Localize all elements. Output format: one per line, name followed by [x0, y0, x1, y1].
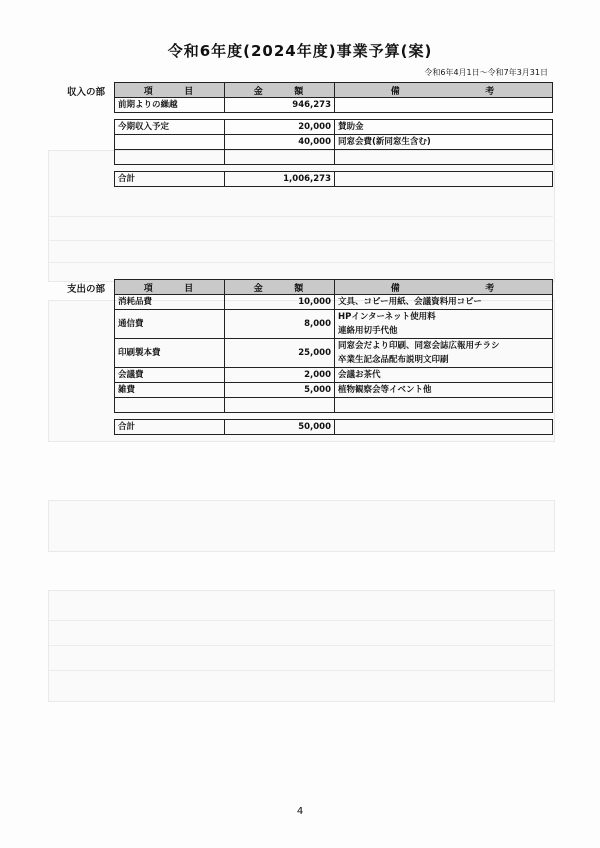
total-note: [335, 172, 553, 187]
note-cell: 会議お茶代: [335, 368, 553, 383]
note-cell: [335, 98, 553, 113]
expense-table: [114, 279, 553, 435]
table-row: [115, 310, 553, 339]
note-cell: 同窓会だより印刷、同窓会誌広報用チラシ 卒業生記念品配布説明文印刷: [335, 339, 553, 368]
bleed-through-ghost-3: [48, 500, 555, 552]
amount-cell: 25,000: [225, 339, 335, 368]
bleed-through-ghost-4: [48, 590, 555, 702]
header-item: 項 目: [115, 83, 225, 98]
header-note: 備 考: [335, 83, 553, 98]
expense-section-label: 支出の部: [67, 284, 106, 295]
income-header-row: [115, 83, 553, 98]
note-cell: 賛助金: [335, 120, 553, 135]
item-cell: 前期よりの繰越: [115, 98, 225, 113]
expense-total-row: [115, 420, 553, 435]
ghost-line: [48, 216, 553, 217]
expense-header-row: [115, 280, 553, 295]
table-row: [115, 120, 553, 135]
total-label: 合計: [115, 172, 225, 187]
table-row: [115, 98, 553, 113]
item-cell: 今期収入予定: [115, 120, 225, 135]
amount-cell: 40,000: [225, 135, 335, 150]
total-label: 合計: [115, 420, 225, 435]
table-row: [115, 150, 553, 165]
spacer-row: [115, 165, 553, 172]
budget-period: 令和6年4月1日～令和7年3月31日: [424, 68, 548, 77]
ghost-line: [48, 645, 553, 646]
ghost-line: [48, 670, 553, 671]
amount-cell: 946,273: [225, 98, 335, 113]
income-table: [114, 82, 553, 187]
amount-cell: [225, 150, 335, 165]
note-cell: 同窓会費(新同窓生含む): [335, 135, 553, 150]
item-cell: 消耗品費: [115, 295, 225, 310]
ghost-line: [48, 240, 553, 241]
item-cell: 印刷製本費: [115, 339, 225, 368]
note-cell: 植物観察会等イベント他: [335, 383, 553, 398]
item-cell: 会議費: [115, 368, 225, 383]
ghost-line: [48, 262, 553, 263]
amount-cell: 5,000: [225, 383, 335, 398]
header-item: 項 目: [115, 280, 225, 295]
ghost-line: [48, 620, 553, 621]
table-row: [115, 135, 553, 150]
spacer-row: [115, 413, 553, 420]
item-cell: [115, 398, 225, 413]
header-amount: 金 額: [225, 280, 335, 295]
item-cell: [115, 135, 225, 150]
table-row: [115, 339, 553, 368]
amount-cell: 10,000: [225, 295, 335, 310]
header-note: 備 考: [335, 280, 553, 295]
header-amount: 金 額: [225, 83, 335, 98]
amount-cell: 8,000: [225, 310, 335, 339]
table-row: [115, 368, 553, 383]
item-cell: 通信費: [115, 310, 225, 339]
note-cell: 文具、コピー用紙、会議資料用コピー: [335, 295, 553, 310]
table-row: [115, 295, 553, 310]
page-number: 4: [296, 806, 304, 817]
note-cell: [335, 150, 553, 165]
amount-cell: [225, 398, 335, 413]
note-cell: HPインターネット使用料 連絡用切手代他: [335, 310, 553, 339]
item-cell: 雑費: [115, 383, 225, 398]
spacer-row: [115, 113, 553, 120]
total-note: [335, 420, 553, 435]
amount-cell: 2,000: [225, 368, 335, 383]
total-amount: 1,006,273: [225, 172, 335, 187]
item-cell: [115, 150, 225, 165]
table-row: [115, 383, 553, 398]
amount-cell: 20,000: [225, 120, 335, 135]
table-row: [115, 398, 553, 413]
income-total-row: [115, 172, 553, 187]
income-section-label: 収入の部: [67, 87, 106, 98]
document-title: 令和6年度(2024年度)事業予算(案): [167, 42, 433, 60]
total-amount: 50,000: [225, 420, 335, 435]
note-cell: [335, 398, 553, 413]
